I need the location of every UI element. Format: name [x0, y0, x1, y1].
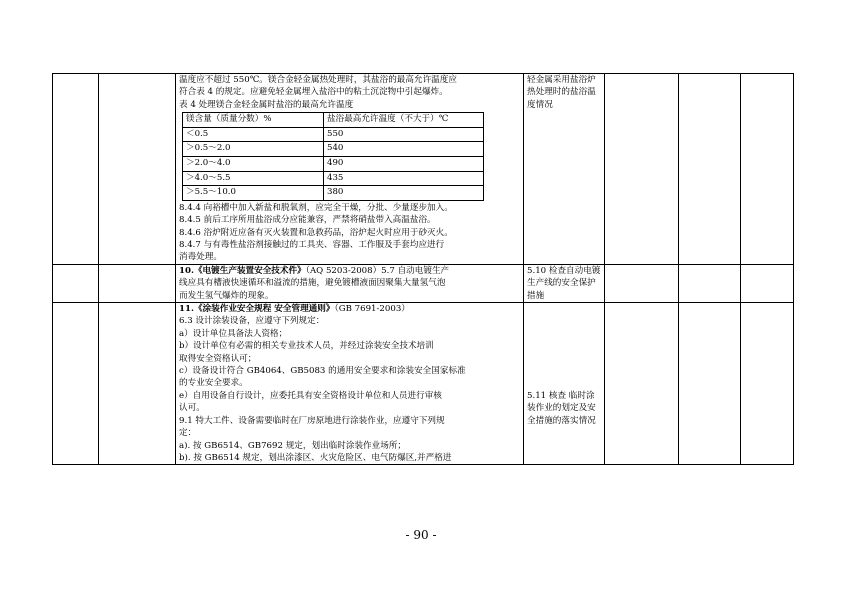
- table-cell: 490: [324, 157, 484, 172]
- text-line: 取得安全资格认可；: [179, 353, 257, 364]
- blank-cell: [741, 303, 794, 465]
- blank-cell: [679, 74, 741, 265]
- check-item-cell: [524, 264, 605, 302]
- requirement-cell: [176, 303, 524, 465]
- table-row: [53, 264, 794, 302]
- table-cell: ＜0.5: [183, 127, 324, 142]
- table-row: [183, 171, 484, 186]
- text-line: 措施: [527, 290, 545, 301]
- blank-cell: [53, 303, 99, 465]
- text-line: [527, 377, 601, 389]
- text-line: 的专业安全要求。: [179, 378, 248, 389]
- check-item-cell: [524, 303, 605, 465]
- header-cell: 盐浴最高允许温度（不大于）℃: [324, 113, 484, 128]
- blank-cell: [679, 264, 741, 302]
- text-line: [179, 265, 520, 277]
- check-item-cell: [524, 74, 605, 265]
- salt-bath-table: [182, 112, 484, 201]
- table-cell: 435: [324, 171, 484, 186]
- page-number: - 90 -: [405, 528, 437, 542]
- standard-clause: （AQ 5203-2008）5.7 自动电镀生产: [305, 265, 450, 276]
- text-line: 9.1 特大工件、设备需要临时在厂房原地进行涂装作业，应遵守下列规: [179, 415, 445, 426]
- blank-cell: [53, 74, 99, 265]
- text-line: [179, 303, 520, 315]
- standard-title: 10.《电镀生产装置安全技术件》: [179, 265, 306, 276]
- text-line: 8.4.4 向裕槽中加入新盐和脱氧剂，应完全干燥，分批、少量逐步加入。: [179, 202, 453, 213]
- text-line: 度情况: [527, 99, 553, 110]
- table-cell: ＞4.0～5.5: [183, 171, 324, 186]
- text-line: 装作业的划定及安: [527, 403, 596, 414]
- text-line: [527, 365, 601, 377]
- table-row: [183, 186, 484, 201]
- table-row: [53, 303, 794, 465]
- text-line: 定：: [179, 428, 197, 439]
- text-line: a). 按 GB6514、GB7692 规定，划出临时涂装作业场所；: [179, 440, 407, 451]
- text-line: 认可。: [179, 403, 205, 414]
- table-cell: 380: [324, 186, 484, 201]
- table-cell: ＞2.0～4.0: [183, 157, 324, 172]
- blank-cell: [741, 74, 794, 265]
- requirement-cell: [176, 264, 524, 302]
- text-line: 8.4.7 与有毒性盐浴剂接触过的工具夹、容器、工作服及手套均应进行: [179, 240, 445, 250]
- table-caption: 表 4 处理镁合金轻金属时盐浴的最高允许温度: [179, 99, 354, 110]
- text-line: 符合表 4 的规定。应避免轻金属埋入盐浴中的粘土沉淀物中引起爆炸。: [179, 87, 448, 98]
- table-cell: 540: [324, 142, 484, 157]
- blank-cell: [605, 74, 679, 265]
- header-cell: 镁含量（质量分数）%: [183, 113, 324, 128]
- text-line: b). 按 GB6514 规定，划出涂漆区、火灾危险区、电气防爆区,并严格进: [179, 452, 452, 463]
- blank-cell: [605, 303, 679, 465]
- text-line: a）设计单位具备法人资格；: [179, 328, 288, 339]
- text-line: 全措施的落实情况: [527, 415, 596, 426]
- blank-cell: [99, 264, 176, 302]
- blank-cell: [679, 303, 741, 465]
- text-line: 6.3 设计涂装设备，应遵守下列规定：: [179, 316, 325, 327]
- table-cell: 550: [324, 127, 484, 142]
- table-row: [183, 142, 484, 157]
- blank-cell: [99, 74, 176, 265]
- table-row: [53, 74, 794, 265]
- table-row: [183, 127, 484, 142]
- text-line: e）自用设备自行设计，应委托具有安全资格设计单位和人员进行审核: [179, 390, 442, 401]
- text-line: 5.11 核查 临时涂: [527, 390, 595, 401]
- table-header-row: [183, 113, 484, 128]
- standard-number: （GB 7691-2003）: [334, 304, 410, 315]
- requirement-cell: [176, 74, 524, 265]
- text-line: c）设备设计符合 GB4064、GB5083 的通用安全要求和涂装安全国家标准: [179, 366, 466, 377]
- text-line: 生产线的安全保护: [527, 278, 596, 289]
- standard-title: 11.《涂装作业安全规程 安全管理通则》: [179, 304, 335, 315]
- text-line: b）设计单位有必需的相关专业技术人员，并经过涂装安全技术培训: [179, 341, 434, 352]
- blank-cell: [53, 264, 99, 302]
- blank-cell: [99, 303, 176, 465]
- text-line: 温度应不超过 550℃。镁合金轻金属热处理时，其盐浴的最高允许温度应: [179, 75, 457, 85]
- text-line: [527, 315, 601, 327]
- table-cell: ＞0.5～2.0: [183, 142, 324, 157]
- text-line: 5.10 检查自动电镀: [527, 265, 601, 276]
- text-line: [527, 328, 601, 340]
- table-cell: ＞5.5～10.0: [183, 186, 324, 201]
- inspection-table: [52, 73, 794, 465]
- text-line: 8.4.5 前后工序所用盐浴成分应能兼容，严禁将硝盐带入高温盐浴。: [179, 215, 436, 226]
- text-line: 消毒处理。: [179, 252, 222, 263]
- text-line: 而发生氢气爆炸的现象。: [179, 290, 274, 301]
- blank-cell: [741, 264, 794, 302]
- table-row: [183, 157, 484, 172]
- blank-cell: [605, 264, 679, 302]
- text-line: [527, 340, 601, 352]
- text-line: [527, 303, 601, 315]
- text-line: 热处理时的盐浴温: [527, 87, 596, 98]
- text-line: [527, 353, 601, 365]
- text-line: 8.4.6 浴炉附近应备有灭火装置和急救药品，浴炉起火时应用于砂灭火。: [179, 227, 453, 238]
- text-line: 线应具有槽液快速循环和溢流的措施，避免镀槽液面因聚集大量氢气泡: [179, 278, 446, 289]
- text-line: 轻金属采用盐浴炉: [527, 75, 596, 85]
